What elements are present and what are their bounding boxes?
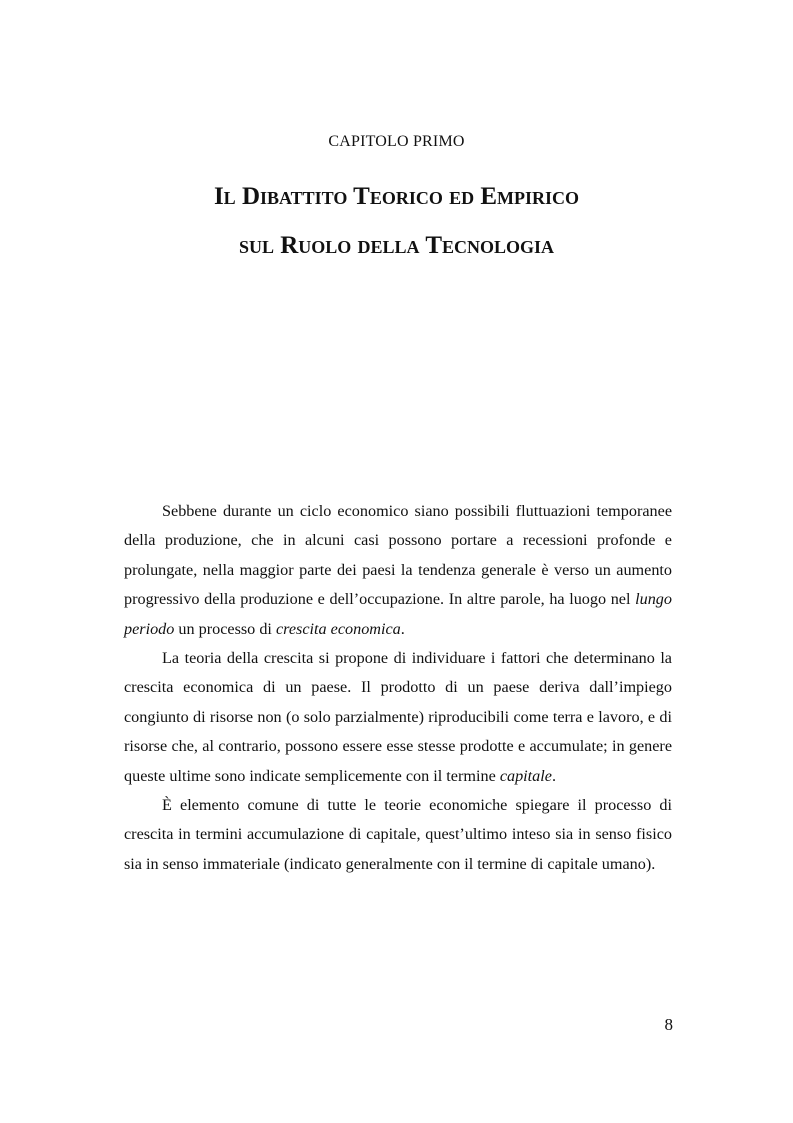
emphasis-lungo-periodo: lungo periodo <box>124 590 672 638</box>
paragraph-1-text-c: . <box>400 619 405 638</box>
paragraph-1-text-b: un processo di <box>174 619 276 638</box>
emphasis-crescita-economica: crescita economica <box>275 619 401 638</box>
chapter-title-line-2: sul Ruolo della Tecnologia <box>238 232 555 259</box>
paragraph-3: È elemento comune di tutte le teorie economiche spiegare il processo di crescita in termini accumulazione di capitale, quest’ultimo inteso sia in senso fisico sia in senso immateriale (indicato generalmente con il termine di capitale umano). <box>124 796 672 873</box>
paragraph-2-text-b: . <box>551 766 557 785</box>
body-text <box>124 497 672 879</box>
paragraph-1 <box>124 497 672 644</box>
chapter-label: CAPITOLO PRIMO <box>328 133 465 150</box>
paragraph-2-text-a: La teoria della crescita si propone di individuare i fattori che determinano la crescita economica di un paese. Il prodotto di un paese deriva dall’impiego congiunto di risorse non (o solo parzialmente) riproducibili come terra e lavoro, e di risorse che, al contrario, possono essere esse stesse prodotte e accumulate; in genere queste ultime sono indicate semplicemente con il termine <box>124 649 672 785</box>
chapter-title-line-1: Il Dibattito Teorico ed Empirico <box>213 183 580 210</box>
page-number: 8 <box>664 1015 673 1034</box>
paragraph-1-text-a: Sebbene durante un ciclo economico siano possibili fluttuazioni temporanee della produzione, che in alcuni casi possono portare a recessioni profonde e prolungate, nella maggior parte dei paesi la tendenza generale è verso un aumento progressivo della produzione e dell’occupazione. In altre parole, ha luogo nel <box>124 502 672 609</box>
paragraph-2 <box>124 644 672 791</box>
emphasis-capitale: capitale <box>499 766 552 785</box>
